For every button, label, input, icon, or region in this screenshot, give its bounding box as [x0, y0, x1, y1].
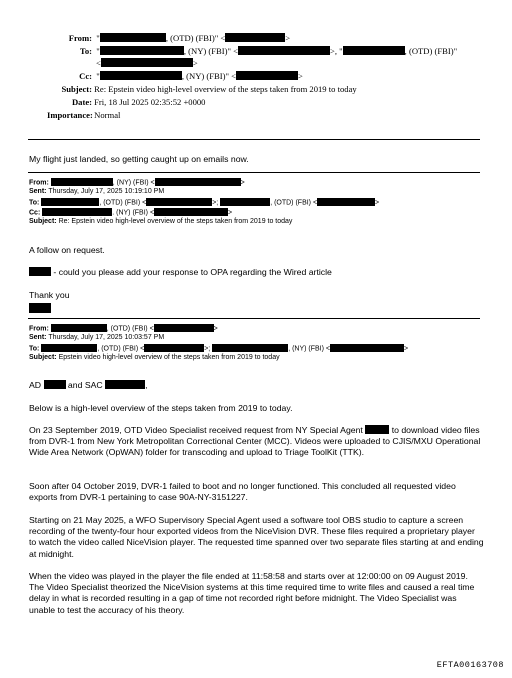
redaction-block: [100, 71, 182, 80]
paragraph-2: Soon after 04 October 2019, DVR-1 failed to boot and no longer functioned. This concluded all requested video exports from DVR-1 pertaining to case 90A-NY-3151227.: [29, 481, 456, 503]
outer-to-cont-line: < >: [96, 58, 198, 68]
redaction-block: [100, 46, 184, 55]
redaction-block: [212, 344, 288, 352]
redaction-block: [317, 198, 375, 206]
subject-text: Re: Epstein video high-level overview of the steps taken from 2019 to today: [94, 84, 357, 94]
redaction-block: [238, 46, 330, 55]
outer-subject-line: [47, 84, 357, 94]
msg2-request: - could you please add your response to OPA regarding the Wired article: [29, 267, 332, 277]
from-label: From:: [68, 33, 92, 43]
msg3-to-line: To: , (OTD) (FBI) < >; , (NY) (FBI) < >: [29, 345, 409, 353]
msg2-subject-line: Subject: Re: Epstein video high-level overview of the steps taken from 2019 to today: [29, 218, 293, 225]
msg2-cc-line: Cc: . (NY) (FBI) < >: [29, 209, 233, 217]
paragraph-3: Starting on 21 May 2025, a WFO Supervisory Special Agent used a software tool OBS studio to capture a screen recording of the twenty-four hour exported videos from the NiceVision DVR. These files required a proprietary player to watch the video called NiceVision player. The requested time spanned over two separate files starting at and ending at midnight.: [29, 515, 484, 559]
importance-text: Normal: [94, 110, 121, 120]
redaction-block: [220, 198, 270, 206]
message-divider: [28, 172, 480, 173]
bates-number: EFTA00163708: [436, 660, 504, 670]
message-divider: [28, 318, 480, 319]
redaction-block: [42, 208, 112, 216]
redaction-block: [51, 324, 107, 332]
redaction-block: [225, 33, 285, 42]
outer-date-line: [47, 97, 205, 107]
to-label: To:: [79, 46, 92, 56]
header-divider: [28, 139, 480, 140]
redaction-block: [236, 71, 298, 80]
redaction-block: [101, 58, 193, 67]
msg2-thanks: Thank you: [29, 290, 70, 300]
msg3-from-line: From: , (OTD) (FBI) < >: [29, 325, 218, 333]
redaction-block: [154, 324, 214, 332]
redaction-block: [41, 344, 97, 352]
redaction-block: [146, 198, 212, 206]
msg3-intro: Below is a high-level overview of the steps taken from 2019 to today.: [29, 403, 293, 413]
paragraph-1: On 23 September 2019, OTD Video Specialist received request from NY Special Agent to download video files from DVR-1 from New York Metropolitan Correctional Center (MCC). Videos were uploaded to CJIS/MXU Operational Wide Area Network (OpWAN) folder for transcoding and upload to Triage ToolKit (TTK).: [29, 425, 481, 458]
redaction-block: [41, 198, 99, 206]
outer-to-line: To: " , (NY) (FBI)" < >, " , (OTD) (FBI)": [47, 46, 457, 56]
msg3-greeting: AD and SAC ,: [29, 380, 148, 390]
redaction-block: [51, 178, 113, 186]
msg2-follow: A follow on request.: [29, 245, 105, 255]
outer-importance-line: [47, 110, 120, 120]
outer-cc-line: Cc: " , (NY) (FBI)" < >: [47, 71, 303, 81]
redaction-block: [155, 178, 241, 186]
msg2-from-line: From: , (NY) (FBI) < >: [29, 179, 245, 187]
redaction-block: [100, 33, 166, 42]
outer-from-line: From: " , (OTD) (FBI)" < >: [47, 33, 290, 43]
importance-label: Importance:: [47, 110, 93, 120]
redaction-block: [365, 425, 389, 434]
redaction-block: [144, 344, 204, 352]
paragraph-4: When the video was played in the player the file ended at 11:58:58 and starts over at 12:00:00 on 09 August 2019. The Video Specialist theorized the NiceVision systems at this time required time to write files and caused a real time delay in what is recorded resulting in a gap of time not recorded right before midnight. The Video Specialist was unable to test the accuracy of his theory.: [29, 571, 475, 615]
redaction-block: [105, 380, 145, 389]
date-text: Fri, 18 Jul 2025 02:35:52 +0000: [94, 97, 206, 107]
redaction-block: [44, 380, 66, 389]
msg2-sent-line: Sent: Thursday, July 17, 2025 10:19:10 PM: [29, 188, 165, 195]
msg3-sent-line: Sent: Thursday, July 17, 2025 10:03:57 PM: [29, 334, 165, 341]
redaction-block: [29, 267, 51, 276]
msg3-subject-line: Subject: Epstein video high-level overview of the steps taken from 2019 to today: [29, 354, 280, 361]
redaction-block: [330, 344, 404, 352]
date-label: Date:: [71, 97, 92, 107]
reply-body: My flight just landed, so getting caught up on emails now.: [29, 154, 249, 164]
redaction-block: [343, 46, 405, 55]
redaction-block: [154, 208, 228, 216]
subject-label: Subject:: [61, 84, 92, 94]
msg2-to-line: To: , (OTD) (FBI) < >; , (OTD) (FBI) < >: [29, 199, 380, 207]
cc-label: Cc:: [79, 71, 92, 81]
signature-redaction: [29, 303, 51, 313]
